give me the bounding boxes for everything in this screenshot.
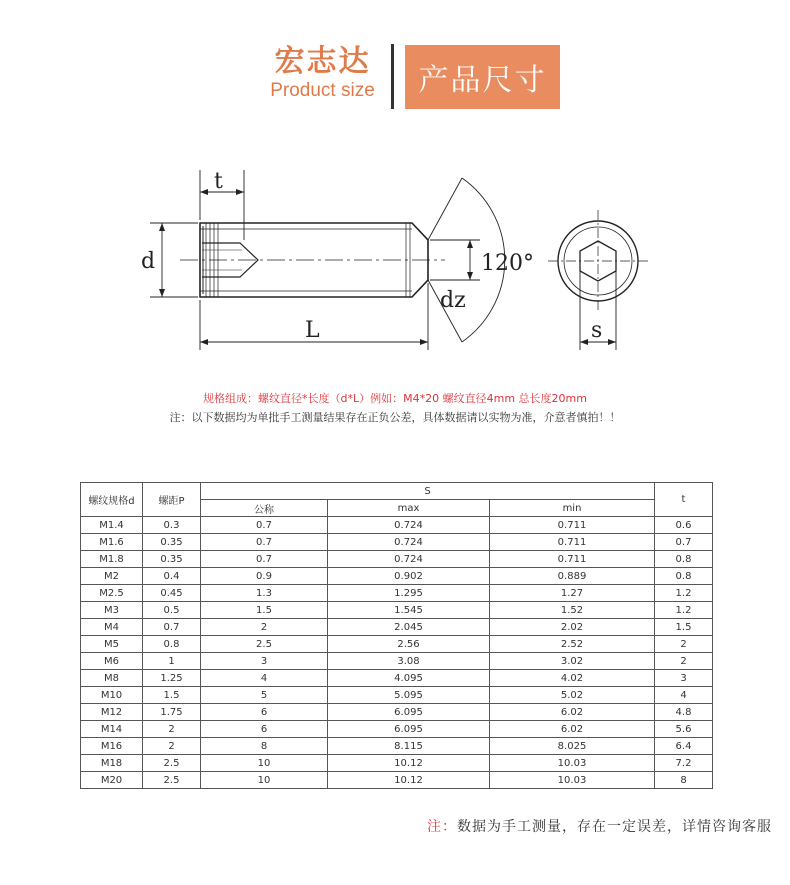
table-cell: M2 (81, 568, 143, 585)
table-cell: 6.02 (490, 721, 655, 738)
table-cell: 0.724 (328, 517, 490, 534)
table-cell: 0.3 (143, 517, 201, 534)
table-row (81, 619, 713, 636)
table-cell: 8.115 (328, 738, 490, 755)
table-cell: 0.35 (143, 534, 201, 551)
table-cell: 2.5 (143, 772, 201, 789)
table-cell: 2.5 (201, 636, 328, 653)
table-cell: 1.2 (655, 602, 713, 619)
screw-drawing (0, 150, 790, 365)
table-cell: 0.8 (143, 636, 201, 653)
footer-prefix: 注： (427, 819, 457, 835)
table-row (81, 602, 713, 619)
table-cell: 1.75 (143, 704, 201, 721)
table-cell: 0.35 (143, 551, 201, 568)
table-cell: 8 (655, 772, 713, 789)
table-cell: 10 (201, 772, 328, 789)
table-cell: 1.5 (143, 687, 201, 704)
label-t: t (214, 169, 223, 194)
table-cell: M5 (81, 636, 143, 653)
table-row (81, 534, 713, 551)
table-cell: 0.5 (143, 602, 201, 619)
table-cell: 4.8 (655, 704, 713, 721)
label-dz: dz (440, 288, 466, 313)
table-cell: 0.45 (143, 585, 201, 602)
table-cell: 0.711 (490, 551, 655, 568)
table-cell: 8.025 (490, 738, 655, 755)
table-row (81, 517, 713, 534)
spec-composition: 规格组成：螺纹直径*长度（d*L）例如：M4*20 螺纹直径4mm 总长度20mm (203, 392, 587, 405)
label-angle: 120° (481, 251, 534, 276)
table-cell: 6 (201, 704, 328, 721)
spec-table (80, 482, 713, 789)
table-cell: 1.52 (490, 602, 655, 619)
table-cell: M1.6 (81, 534, 143, 551)
table-cell: 1.545 (328, 602, 490, 619)
table-cell: 0.711 (490, 534, 655, 551)
table-cell: 0.902 (328, 568, 490, 585)
brand-subtitle: Product size (270, 80, 375, 101)
table-cell: 4.02 (490, 670, 655, 687)
table-cell: 10.03 (490, 772, 655, 789)
table-row (81, 585, 713, 602)
table-cell: 6.02 (490, 704, 655, 721)
table-cell: 2.5 (143, 755, 201, 772)
table-cell: 3.02 (490, 653, 655, 670)
table-cell: 0.711 (490, 517, 655, 534)
table-cell: 0.889 (490, 568, 655, 585)
table-cell: 0.4 (143, 568, 201, 585)
table-cell: 2 (143, 738, 201, 755)
table-row (81, 721, 713, 738)
table-row (81, 704, 713, 721)
table-cell: 5.095 (328, 687, 490, 704)
table-cell: M18 (81, 755, 143, 772)
brand-name: 宏志达 (274, 44, 371, 79)
table-row (81, 687, 713, 704)
table-cell: M16 (81, 738, 143, 755)
table-cell: 0.8 (655, 568, 713, 585)
table-row (81, 755, 713, 772)
table-cell: M8 (81, 670, 143, 687)
table-cell: M12 (81, 704, 143, 721)
table-row (81, 568, 713, 585)
table-row (81, 551, 713, 568)
table-cell: 1.27 (490, 585, 655, 602)
table-cell: 0.724 (328, 551, 490, 568)
table-cell: 2 (201, 619, 328, 636)
header-max: max (328, 500, 490, 517)
table-cell: 0.7 (201, 551, 328, 568)
table-cell: 2 (143, 721, 201, 738)
table-cell: 1.5 (655, 619, 713, 636)
table-row (81, 772, 713, 789)
table-cell: M2.5 (81, 585, 143, 602)
label-d: d (141, 249, 156, 274)
table-cell: 2 (655, 636, 713, 653)
table-row (81, 636, 713, 653)
header-thread: 螺纹规格d (81, 483, 143, 517)
table-cell: 3 (201, 653, 328, 670)
table-cell: M20 (81, 772, 143, 789)
table-cell: 0.7 (201, 517, 328, 534)
spec-table-body (81, 517, 713, 789)
table-cell: 10 (201, 755, 328, 772)
table-cell: 6.095 (328, 704, 490, 721)
table-cell: M10 (81, 687, 143, 704)
table-cell: 5 (201, 687, 328, 704)
table-cell: 6 (201, 721, 328, 738)
table-cell: 2.56 (328, 636, 490, 653)
header-min: min (490, 500, 655, 517)
brand-logo (260, 44, 385, 102)
table-cell: 0.6 (655, 517, 713, 534)
spec-note: 注：以下数据均为单批手工测量结果存在正负公差，具体数据请以实物为准，介意者慎拍！！ (169, 411, 621, 424)
table-row (81, 738, 713, 755)
table-cell: 10.12 (328, 755, 490, 772)
header-pitch: 螺距P (143, 483, 201, 517)
table-cell: M3 (81, 602, 143, 619)
table-row (81, 653, 713, 670)
header-divider (391, 44, 394, 109)
label-L: L (305, 318, 320, 343)
table-cell: 7.2 (655, 755, 713, 772)
table-cell: 0.724 (328, 534, 490, 551)
table-cell: M6 (81, 653, 143, 670)
table-cell: 2.045 (328, 619, 490, 636)
table-cell: 1.5 (201, 602, 328, 619)
table-cell: 3 (655, 670, 713, 687)
table-cell: 10.03 (490, 755, 655, 772)
table-cell: 2.02 (490, 619, 655, 636)
table-cell: 3.08 (328, 653, 490, 670)
label-s: s (591, 318, 603, 343)
table-cell: M14 (81, 721, 143, 738)
table-cell: 1.2 (655, 585, 713, 602)
table-cell: 6.4 (655, 738, 713, 755)
table-row (81, 670, 713, 687)
table-cell: 1.295 (328, 585, 490, 602)
table-cell: M1.8 (81, 551, 143, 568)
table-cell: 0.7 (201, 534, 328, 551)
table-cell: 4 (655, 687, 713, 704)
table-cell: 0.8 (655, 551, 713, 568)
section-title: 产品尺寸 (405, 45, 560, 109)
table-cell: 5.6 (655, 721, 713, 738)
table-cell: 0.7 (143, 619, 201, 636)
table-cell: 0.7 (655, 534, 713, 551)
table-cell: 1.3 (201, 585, 328, 602)
table-cell: 8 (201, 738, 328, 755)
table-cell: 4.095 (328, 670, 490, 687)
header-s: S (201, 483, 655, 500)
table-cell: 2.52 (490, 636, 655, 653)
table-cell: M4 (81, 619, 143, 636)
footer-note (427, 816, 772, 836)
table-cell: M1.4 (81, 517, 143, 534)
table-cell: 2 (655, 653, 713, 670)
table-cell: 4 (201, 670, 328, 687)
table-cell: 1.25 (143, 670, 201, 687)
table-cell: 0.9 (201, 568, 328, 585)
header-t: t (655, 483, 713, 517)
table-cell: 5.02 (490, 687, 655, 704)
footer-text: 数据为手工测量，存在一定误差，详情咨询客服 (457, 819, 772, 835)
table-cell: 1 (143, 653, 201, 670)
table-cell: 6.095 (328, 721, 490, 738)
table-cell: 10.12 (328, 772, 490, 789)
header-nominal: 公称 (201, 500, 328, 517)
